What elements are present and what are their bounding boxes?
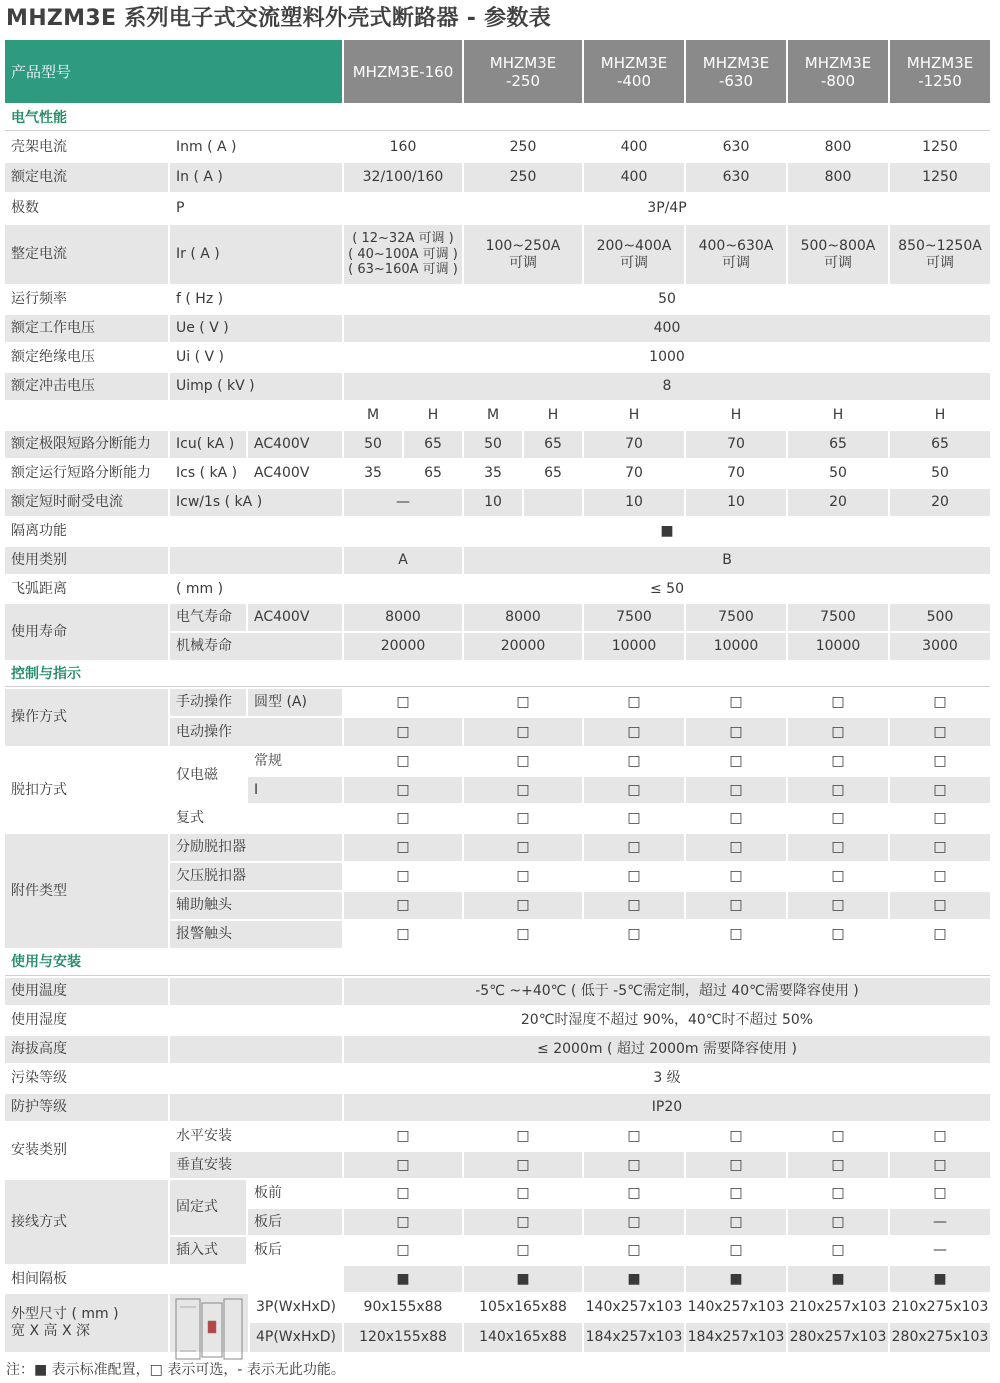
row-label: 额定绝缘电压 [11,349,95,366]
value-cell: 70 [625,465,643,482]
value-cell: □ [788,834,888,861]
value-cell: □ [890,892,990,919]
header-model: MHZM3E -400 [584,40,684,103]
value-cell: □ [516,1128,530,1145]
value-cell: 7500 [788,604,888,631]
value-cell: □ [831,753,845,770]
value-cell: □ [627,868,641,885]
value-cell: 400~630A 可调 [686,225,786,284]
value-cell: 250 [509,138,537,155]
row-param: Uimp ( kV ) [170,373,342,400]
value-cell: H [427,407,439,424]
value-cell: □ [344,1209,462,1235]
value-cell: □ [831,1242,845,1259]
value-cell: □ [627,1242,641,1259]
value-cell: □ [516,694,530,711]
value-cell: 100~250A 可调 [464,225,582,284]
value-span: 400 [344,315,990,342]
value-cell: □ [584,892,684,919]
value-cell: 32/100/160 [344,163,462,192]
value-cell: □ [890,1152,990,1178]
value-cell: 20000 [464,633,582,660]
value-cell: 70 [686,431,786,458]
value-cell: 10 [464,489,522,516]
row-label: 壳架电流 [11,138,67,155]
value-cell: ( 12~32A 可调 ) ( 40~100A 可调 ) ( 63~160A 可调 ) [344,225,462,284]
value-cell: 65 [524,431,582,458]
value-cell: □ [464,718,582,746]
value-cell: 250 [464,163,582,192]
row-label: 使用温度 [5,978,168,1005]
blank-cell [5,402,342,429]
value-cell: □ [464,777,582,803]
row-label: 额定运行短路分断能力 [11,465,151,482]
row-param: 机械寿命 [170,633,342,660]
value-cell: 8000 [464,604,582,631]
header-model: MHZM3E -800 [788,40,888,103]
value-cell: 140x165x88 [464,1323,582,1352]
value-cell: □ [396,1185,410,1202]
row-label: 额定电流 [5,163,168,192]
value-span: IP20 [344,1094,990,1121]
blank-cell [524,489,582,516]
value-cell: 105x165x88 [479,1299,567,1316]
row-label: 污染等级 [11,1070,67,1087]
value-cell: □ [584,834,684,861]
header-model: MHZM3E -250 [464,40,582,103]
value-span: 3P/4P [647,199,687,216]
value-cell: □ [396,810,410,827]
row-param: 分励脱扣器 [170,834,342,861]
value-cell: 140x257x103 [687,1299,785,1316]
value-cell: □ [729,926,743,943]
blank-cell [170,1036,342,1063]
value-cell: 35 [364,465,382,482]
value-cell: 500~800A 可调 [788,225,888,284]
value-span: -5℃ ~+40℃ ( 低于 -5℃需定制，超过 40℃需要降容使用 ) [344,978,990,1005]
value-cell: □ [788,777,888,803]
value-cell: □ [788,718,888,746]
value-cell: 850~1250A 可调 [890,225,990,284]
value-cell: □ [933,810,947,827]
value-cell: 280x257x103 [788,1323,888,1352]
row-subparam: 板后 [254,1242,282,1259]
row-subparam: 4P(WxHxD) [250,1323,342,1352]
value-cell: 65 [544,465,562,482]
value-cell: □ [516,926,530,943]
value-cell: 400 [620,138,648,155]
value-span: 8 [344,373,990,400]
value-cell: □ [627,753,641,770]
row-param: ( mm ) [176,580,224,597]
value-cell: □ [729,1128,743,1145]
value-cell: □ [584,1209,684,1235]
value-cell: 500 [890,604,990,631]
header-model: MHZM3E -1250 [890,40,990,103]
value-cell: 800 [788,163,888,192]
value-cell: □ [729,1185,743,1202]
value-cell: ■ [890,1266,990,1292]
section-usage: 使用与安装 [11,954,81,971]
breaker-outline-image [172,1295,246,1365]
value-cell: □ [344,777,462,803]
value-cell: ■ [686,1266,786,1292]
value-cell: □ [933,1128,947,1145]
value-cell: □ [516,1242,530,1259]
value-span: ≤ 2000m ( 超过 2000m 需要降容使用 ) [344,1036,990,1063]
value-cell: □ [627,810,641,827]
row-param: Icw/1s ( kA ) [170,489,342,516]
value-cell: □ [516,868,530,885]
value-cell: 630 [722,138,750,155]
value-cell: 70 [727,465,745,482]
row-label: 使用类别 [5,547,168,574]
value-cell: □ [890,834,990,861]
value-cell: 630 [686,163,786,192]
row-label: 额定工作电压 [5,315,168,342]
value-cell: □ [464,1152,582,1178]
row-label: 使用寿命 [5,604,168,660]
value-cell: □ [344,892,462,919]
value-cell: □ [344,718,462,746]
value-cell: □ [933,753,947,770]
section-control: 控制与指示 [11,665,81,682]
row-param: Ir ( A ) [170,225,342,284]
value-cell: 400 [584,163,684,192]
value-cell: H [832,407,844,424]
value-cell: 3000 [890,633,990,660]
value-cell: H [547,407,559,424]
section-divider [5,130,990,131]
value-cell: □ [788,1152,888,1178]
value-cell: □ [686,834,786,861]
row-subparam: AC400V [254,465,310,482]
row-label: 使用湿度 [11,1012,67,1029]
value-cell: 65 [404,431,462,458]
value-cell: 1250 [922,138,958,155]
value-cell: 70 [584,431,684,458]
value-cell: □ [831,810,845,827]
row-param: 固定式 [170,1180,246,1235]
row-label: 附件类型 [5,834,168,948]
value-cell: □ [396,753,410,770]
value-cell: ■ [584,1266,684,1292]
row-label: 外型尺寸 ( mm ) 宽 X 高 X 深 [5,1294,168,1352]
blank-cell [170,1065,342,1092]
value-cell: □ [729,1242,743,1259]
row-param: 欠压脱扣器 [170,863,342,890]
value-cell: 10 [584,489,684,516]
row-param: P [176,199,185,216]
value-cell: B [464,547,990,574]
value-cell: □ [396,1242,410,1259]
value-cell: 65 [788,431,888,458]
value-cell: 35 [484,465,502,482]
value-cell: □ [344,1152,462,1178]
value-cell: □ [627,694,641,711]
value-cell: H [730,407,742,424]
value-cell: □ [516,753,530,770]
row-label: 飞弧距离 [11,580,67,597]
row-subparam: 板后 [248,1209,342,1235]
row-label: 极数 [11,199,39,216]
value-cell: 20 [788,489,888,516]
blank-cell [170,1094,342,1121]
value-cell: M [486,407,500,424]
value-cell: □ [516,810,530,827]
value-cell: □ [831,926,845,943]
value-cell: □ [584,718,684,746]
blank-cell [170,1007,342,1034]
row-label: 相间隔板 [11,1270,67,1287]
row-param: Ui ( V ) [176,349,224,366]
value-cell: □ [584,1152,684,1178]
row-subparam: 常规 [254,753,282,770]
row-label: 海拔高度 [5,1036,168,1063]
value-cell: — [933,1242,947,1259]
value-cell: □ [788,1209,888,1235]
value-cell: □ [396,694,410,711]
value-cell: □ [729,810,743,827]
value-cell: □ [831,1128,845,1145]
row-label: 脱扣方式 [11,781,67,798]
value-cell: H [934,407,946,424]
row-label: 额定极限短路分断能力 [5,431,168,458]
blank-cell [170,547,342,574]
value-cell: — [890,1209,990,1235]
row-label: 接线方式 [5,1180,168,1264]
value-cell: 120x155x88 [344,1323,462,1352]
value-cell: □ [396,868,410,885]
value-cell: □ [584,777,684,803]
row-param: 水平安装 [176,1128,232,1145]
value-cell: □ [396,926,410,943]
value-span: 3 级 [653,1070,681,1087]
value-cell: 8000 [344,604,462,631]
page-title: MHZM3E 系列电子式交流塑料外壳式断路器 - 参数表 [6,6,551,31]
row-param: 插入式 [170,1237,246,1264]
row-param: 仅电磁 [176,767,218,784]
row-label: 操作方式 [5,689,168,746]
value-cell: □ [686,777,786,803]
row-subparam: 3P(WxHxD) [256,1299,336,1316]
value-span: ■ [660,523,674,540]
value-cell: 10000 [686,633,786,660]
value-cell: 10000 [788,633,888,660]
value-cell: □ [396,1128,410,1145]
value-cell: □ [890,777,990,803]
value-cell: □ [686,892,786,919]
section-divider [5,686,990,687]
row-param: 垂直安装 [170,1152,342,1178]
value-cell: M [366,407,380,424]
value-cell: 160 [389,138,417,155]
row-param: Icu( kA ) [170,431,246,458]
value-cell: 20 [890,489,990,516]
value-span: ≤ 50 [650,580,684,597]
value-cell: □ [933,926,947,943]
row-subparam: 圆型 (A) [248,689,342,716]
row-label: 运行频率 [11,291,67,308]
value-cell: □ [627,926,641,943]
value-cell: 7500 [686,604,786,631]
value-cell: 210x275x103 [891,1299,989,1316]
value-cell: □ [464,892,582,919]
value-cell: □ [729,694,743,711]
value-cell: □ [788,892,888,919]
row-param: f ( Hz ) [176,291,224,308]
value-span: 20℃时湿度不超过 90%，40℃时不超过 50% [520,1012,814,1029]
row-param: 电动操作 [170,718,342,746]
value-cell: 184x257x103 [584,1323,684,1352]
row-param: Inm ( A ) [176,138,237,155]
row-param: 报警触头 [170,921,342,948]
row-label: 安装类别 [11,1142,67,1159]
value-cell: □ [933,1185,947,1202]
row-label: 整定电流 [5,225,168,284]
value-cell: □ [890,718,990,746]
value-cell: □ [729,868,743,885]
row-param: In ( A ) [170,163,342,192]
value-span: 50 [658,291,676,308]
value-cell: □ [627,1185,641,1202]
row-label: 隔离功能 [11,523,67,540]
value-cell: □ [516,1185,530,1202]
header-model: MHZM3E -630 [686,40,786,103]
value-cell: □ [933,868,947,885]
value-cell: 65 [890,431,990,458]
section-divider [5,975,990,976]
section-electrical: 电气性能 [11,109,67,126]
value-cell: 140x257x103 [585,1299,683,1316]
row-label: 额定短时耐受电流 [5,489,168,516]
row-param: Ue ( V ) [170,315,342,342]
value-cell: □ [933,694,947,711]
row-subparam: AC400V [248,431,342,458]
row-label: 额定冲击电压 [5,373,168,400]
value-cell: □ [729,753,743,770]
value-cell: 280x275x103 [890,1323,990,1352]
value-cell: 50 [344,431,402,458]
value-cell: 10000 [584,633,684,660]
value-cell: □ [344,834,462,861]
row-param: 手动操作 [170,689,246,716]
value-cell: 50 [464,431,522,458]
value-cell: □ [831,868,845,885]
row-param: Ics ( kA ) [176,465,238,482]
row-param: 辅助触头 [170,892,342,919]
value-cell: H [628,407,640,424]
row-label: 防护等级 [5,1094,168,1121]
value-cell: 50 [829,465,847,482]
value-cell: ■ [344,1266,462,1292]
value-cell: — [344,489,462,516]
value-cell: □ [686,1152,786,1178]
blank-cell [170,518,342,545]
footnote: 注：■ 表示标准配置，□ 表示可选，- 表示无此功能。 [6,1362,345,1378]
value-cell: ■ [788,1266,888,1292]
value-cell: □ [627,1128,641,1145]
value-cell: 184x257x103 [686,1323,786,1352]
row-subparam: 板前 [254,1185,282,1202]
value-cell: A [344,547,462,574]
value-cell: 800 [824,138,852,155]
value-cell: □ [686,718,786,746]
value-span: 1000 [649,349,685,366]
value-cell: 210x257x103 [789,1299,887,1316]
value-cell: 1250 [890,163,990,192]
value-cell: 50 [931,465,949,482]
value-cell: 90x155x88 [363,1299,443,1316]
header-model: MHZM3E-160 [344,40,462,103]
value-cell: 7500 [584,604,684,631]
row-subparam: AC400V [248,604,342,631]
value-cell: □ [464,1209,582,1235]
value-cell: 10 [686,489,786,516]
value-cell: 20000 [344,633,462,660]
row-param: 复式 [176,810,204,827]
value-cell: □ [464,834,582,861]
row-subparam: I [248,777,342,803]
blank-cell [170,978,342,1005]
value-cell: □ [831,1185,845,1202]
value-cell: ■ [464,1266,582,1292]
value-cell: 200~400A 可调 [584,225,684,284]
header-product-model: 产品型号 [5,40,342,103]
blank-cell [170,1266,342,1292]
row-param: 电气寿命 [170,604,246,631]
value-cell: □ [686,1209,786,1235]
value-cell: □ [831,694,845,711]
value-cell: 65 [424,465,442,482]
